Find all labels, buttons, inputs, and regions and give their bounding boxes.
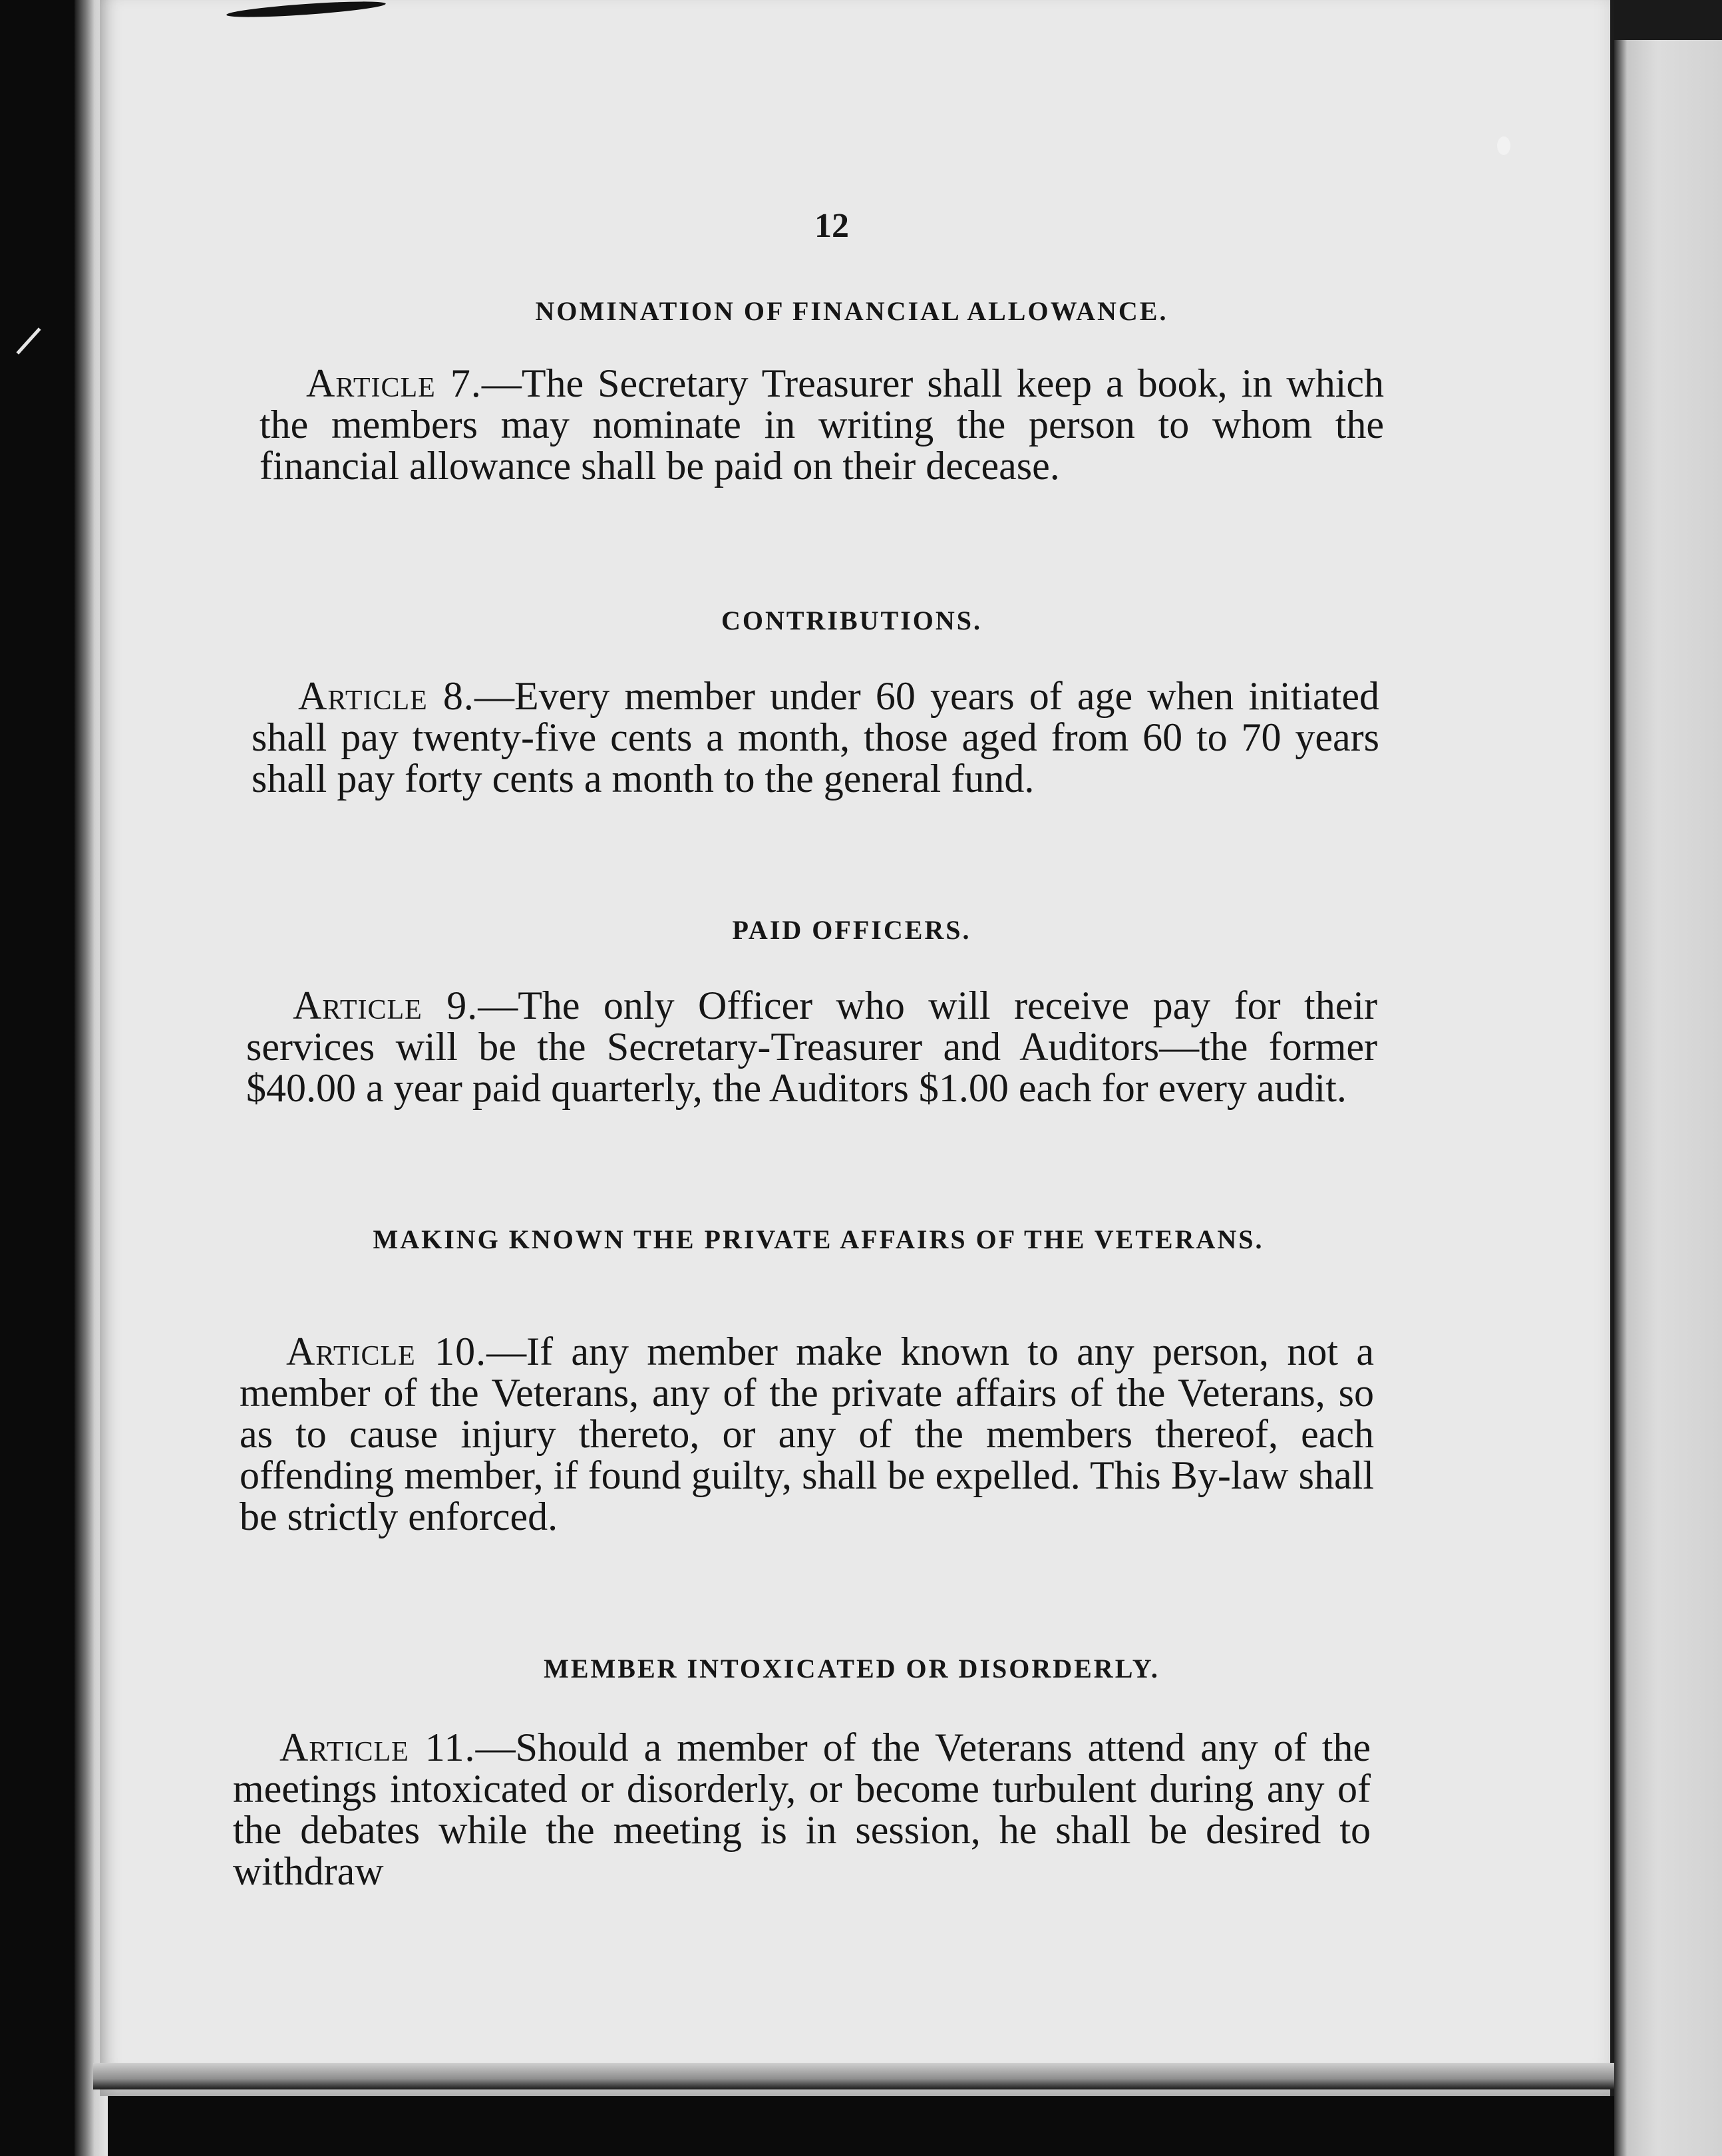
section-heading-intoxicated: MEMBER INTOXICATED OR DISORDERLY. — [544, 1654, 1160, 1684]
section-heading-contributions: CONTRIBUTIONS. — [721, 606, 983, 635]
article-11-text: —Should a member of the Veterans attend any of the meetings intoxicated or disorderly, or become turbulent during any of the debates while the meeting is in session, he shall be desired to withdraw — [233, 1725, 1371, 1893]
article-8-label: Article 8. — [298, 674, 474, 718]
article-7-label: Article 7. — [306, 361, 482, 405]
section-heading-private-affairs: MAKING KNOWN THE PRIVATE AFFAIRS OF THE VETERANS. — [373, 1224, 1264, 1254]
article-7 — [259, 363, 1384, 486]
article-8-text: —Every member under 60 years of age when initiated shall pay twenty-five cents a month, those aged from 60 to 70 years shall pay forty cents a month to the general fund. — [252, 674, 1379, 801]
article-9-label: Article 9. — [293, 984, 478, 1027]
article-9-text: —The only Officer who will receive pay for their services will be the Secretary-Treasurer and Auditors—the former $40.00 a year paid quarterly, the Auditors $1.00 each for every audit. — [246, 984, 1377, 1110]
article-10-text: —If any member make known to any person, not a member of the Veterans, any of the private affairs of the Veterans, so as to cause injury thereto, or any of the members thereof, each offending member, if found guilty, shall be expelled. This By-law shall be strictly enforced. — [240, 1330, 1374, 1538]
section-heading-nomination: NOMINATION OF FINANCIAL ALLOWANCE. — [535, 296, 1168, 326]
article-7-text: —The Secretary Treasurer shall keep a book, in which the members may nominate in writing the person to whom the financial allowance shall be paid on their decease. — [259, 361, 1384, 488]
article-10 — [240, 1331, 1374, 1537]
article-9 — [246, 985, 1377, 1109]
page-number: 12 — [814, 207, 849, 245]
article-8 — [252, 675, 1379, 799]
article-11-label: Article 11. — [279, 1725, 476, 1769]
article-11 — [233, 1727, 1371, 1892]
article-10-label: Article 10. — [286, 1330, 487, 1373]
section-heading-paid-officers: PAID OFFICERS. — [732, 915, 971, 945]
